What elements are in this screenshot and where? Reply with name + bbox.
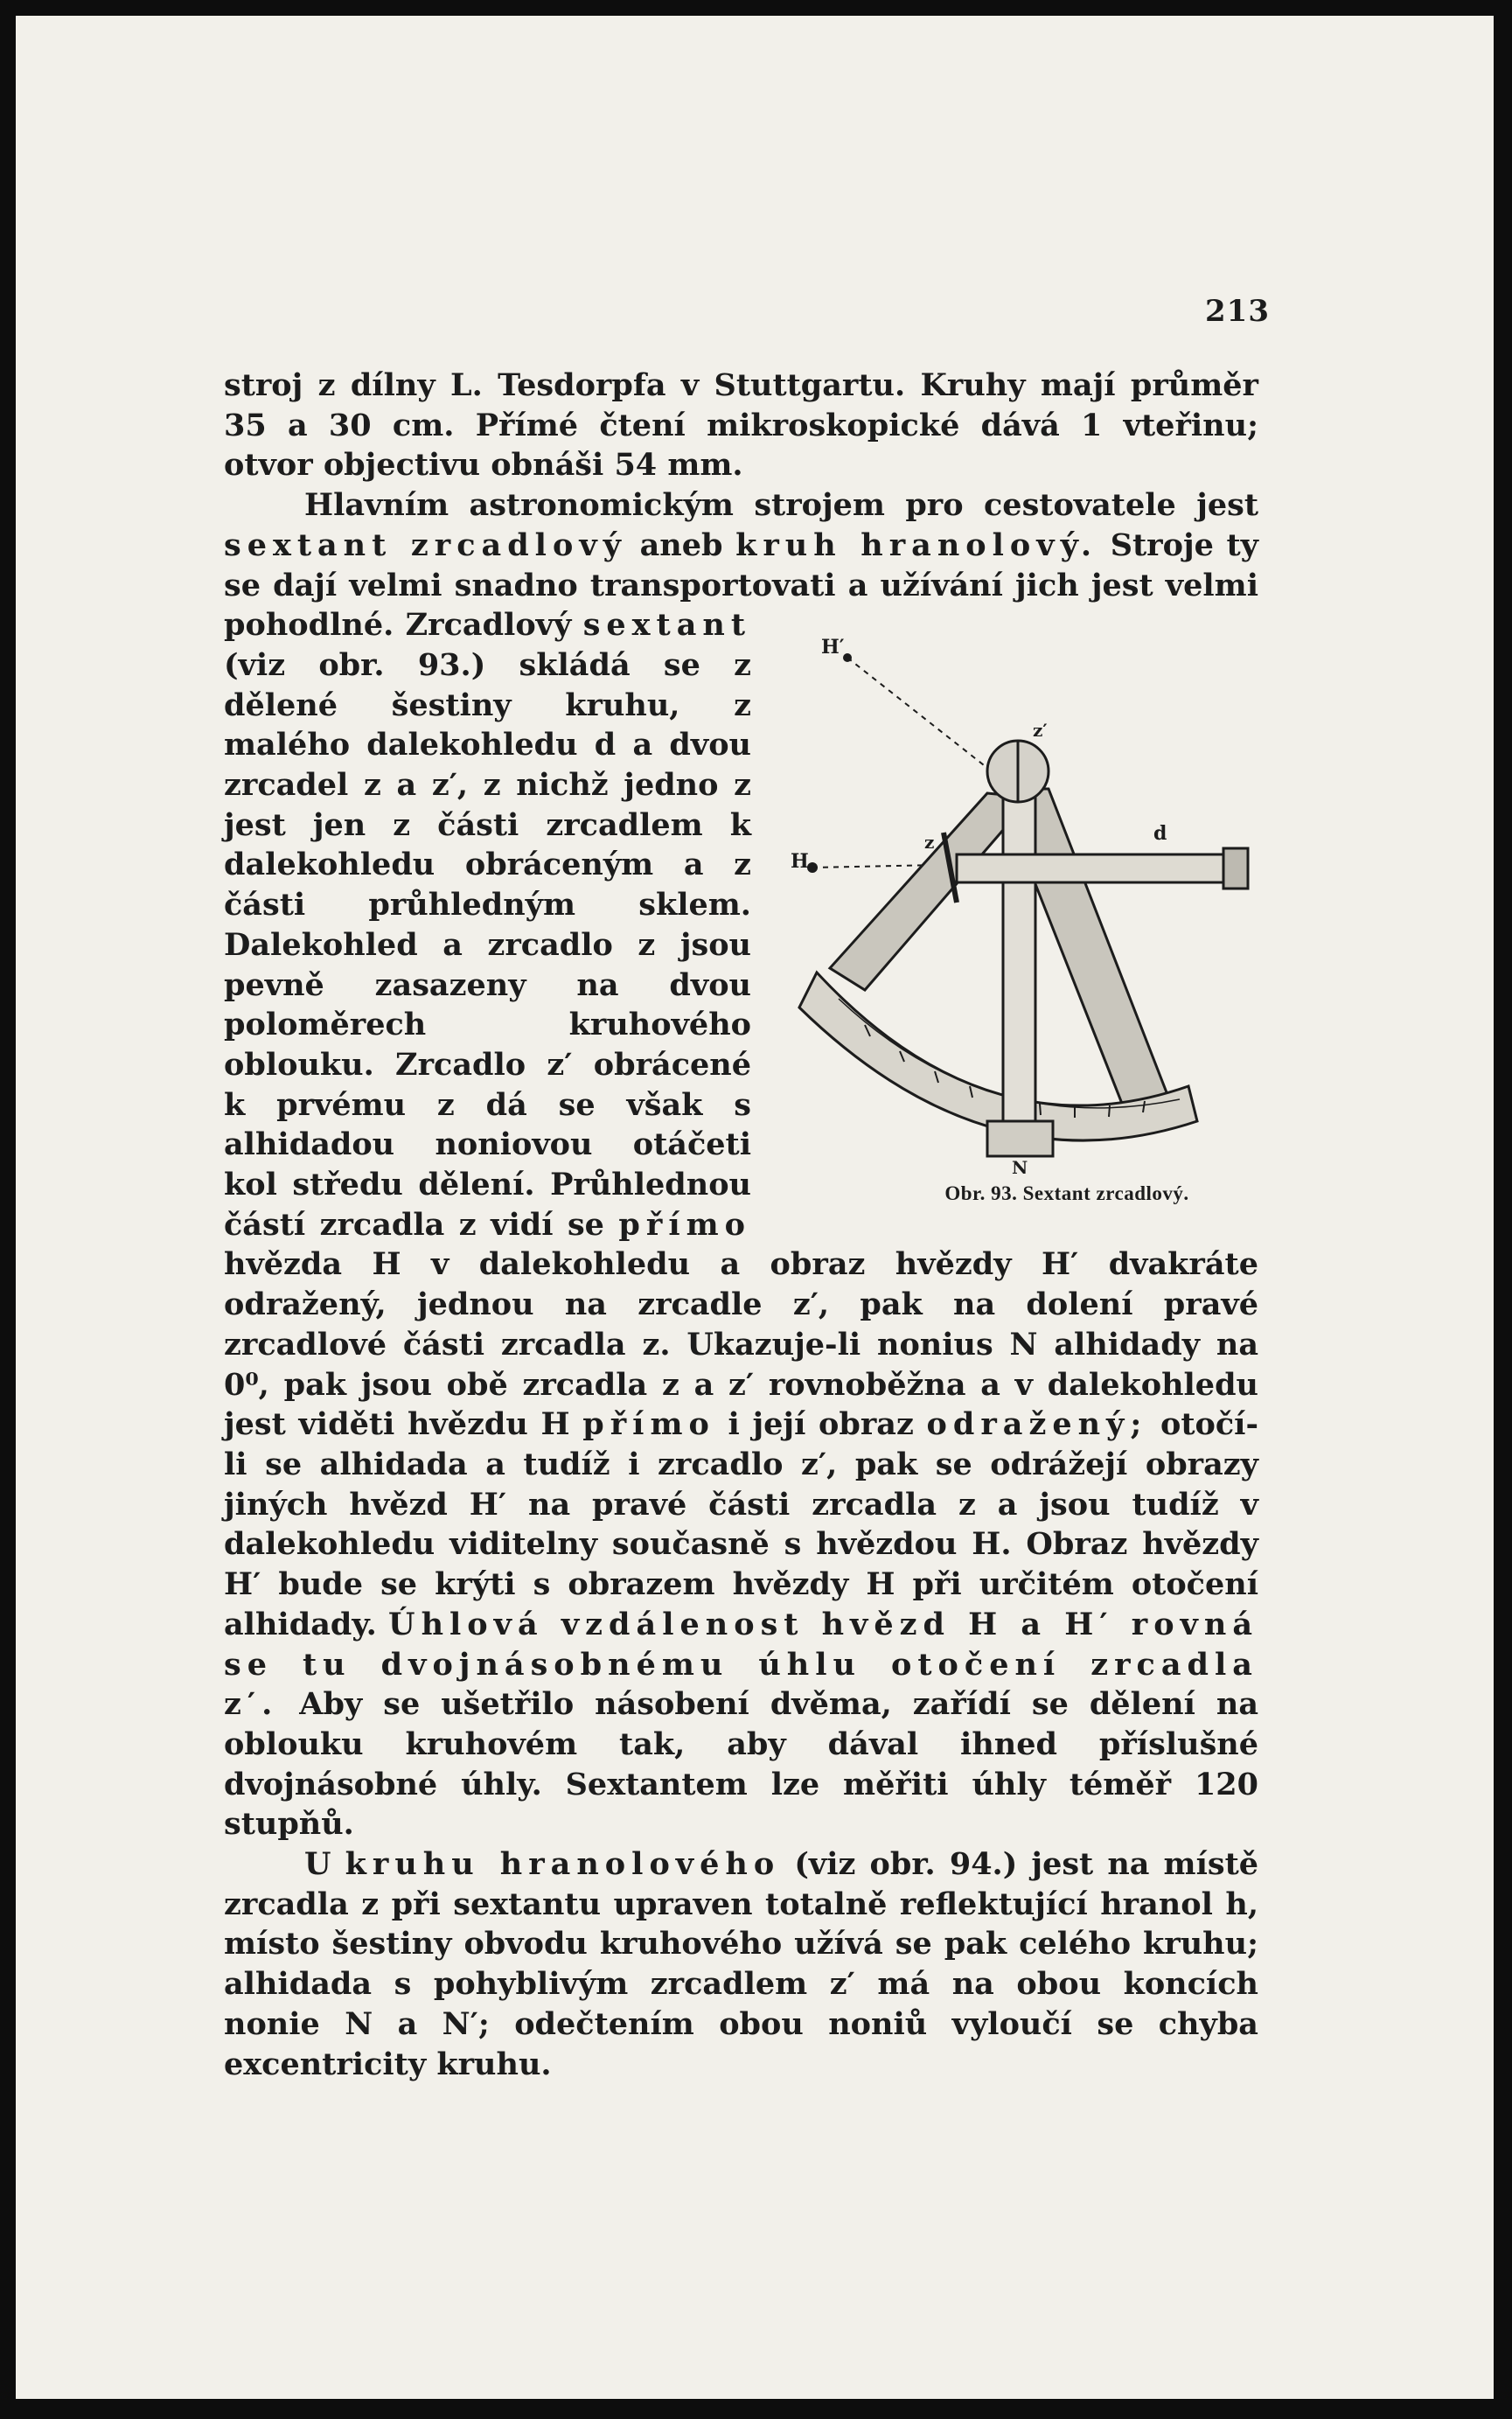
label-n: N: [1012, 1157, 1028, 1179]
p3-start: U: [304, 1846, 331, 1883]
p2-cont: Stroje ty se dají velmi snadno transportovati a užívání jich jest velmi pohodlné. Zrcadlový: [224, 526, 1259, 644]
label-z-prime: z′: [1033, 720, 1048, 742]
figure-caption: Obr. 93. Sextant zrcadlový.: [944, 1182, 1189, 1205]
figure-93: [769, 614, 1258, 1217]
term-kruh-hranolovy: kruh hranolový.: [735, 526, 1098, 563]
term-odrazeny: odražený;: [926, 1406, 1148, 1443]
page-sheet: [16, 16, 1494, 2399]
p2-start: Hlavním astronomickým strojem pro cestovatele jest: [304, 487, 1258, 524]
p2-rest3: otočí-li se alhidada a tudíž i zrcadlo z′, pak se odrážejí obrazy jiných hvězd H′ na pravé části zrcadla z a jsou tudíž v dalekohledu viditelny současně s hvězdou H. Obraz hvězdy H′ bude se krýti s obrazem hvězdy H při určitém otočení alhidady.: [224, 1406, 1258, 1642]
p2-rest: (viz obr. 93.) skládá se z dělené šestiny kruhu, z malého dalekohledu d a dvou zrcadel z a z′, z nichž jedno z jest jen z části zrcadlem k dalekohledu obráceným a z části průhledným sklem. Dalekohled a zrcadlo z jsou pevně zasazeny na dvou poloměrech kruhového oblouku. Zrcadlo z′ obrácené k prvému z dá se však s alhidadou noniovou otáčeti kol středu dělení. Průhlednou částí zrcadla z vidí se: [224, 646, 751, 1243]
sextant-illustration: [769, 614, 1258, 1179]
paragraph-2: [224, 485, 1258, 1844]
p2-i-obraz: i její obraz: [728, 1406, 914, 1443]
p3-rest: (viz obr. 94.) jest na místě zrcadla z při sextantu upraven totalně reflektující hranol h, místo šestiny obvodu kruhového užívá se pak celého kruhu; alhidada s pohyblivým zrcadlem z′ má na obou koncích nonie N a N′; odečtením obou noniů vyloučí se chyba excentricity kruhu.: [224, 1846, 1259, 2082]
label-d: d: [1153, 822, 1167, 846]
label-z: z: [924, 832, 935, 854]
label-h: H: [791, 850, 809, 874]
term-primo-2: přímo: [582, 1406, 715, 1443]
term-primo-1: přímo: [618, 1206, 751, 1243]
term-sextant-zrcadlovy: sextant zrcadlový: [224, 526, 627, 563]
p2-rest4: Aby se ušetřilo násobení dvěma, zařídí se dělení na oblouku kruhovém tak, aby dával ihned příslušné dvojnásobné úhly. Sextantem lze měřiti úhly téměř 120 stupňů.: [224, 1686, 1258, 1843]
page-number: 213: [1205, 294, 1270, 329]
paragraph-3: [224, 1844, 1258, 2084]
term-sextant: sextant: [582, 607, 752, 644]
term-kruhu-hranoloveho: kruhu hranolového: [345, 1846, 781, 1883]
term-uhlova-vzdalenost: Úhlová vzdálenost hvězd H a H′ rovná se tu dvojnásobnému úhlu otočení zrcadla z′.: [224, 1606, 1258, 1723]
p2-rest2: hvězda H v dalekohledu a obraz hvězdy H′ dvakráte odražený, jednou na zrcadle z′, pak na dolení pravé zrcadlové části zrcadla z. Ukazuje-li nonius N alhidady na 0⁰, pak jsou obě zrcadla z a z′ rovnoběžna a v dalekohledu jest viděti hvězdu H: [224, 1246, 1258, 1443]
p2-aneb: aneb: [639, 526, 723, 563]
label-h-prime: H′: [821, 636, 845, 659]
paragraph-1: stroj z dílny L. Tesdorpfa v Stuttgartu. Kruhy mají průměr 35 a 30 cm. Přímé čtení mikroskopické dává 1 vteřinu; otvor objectivu obnáši 54 mm.: [224, 367, 1258, 484]
body-text: [224, 366, 1258, 2084]
